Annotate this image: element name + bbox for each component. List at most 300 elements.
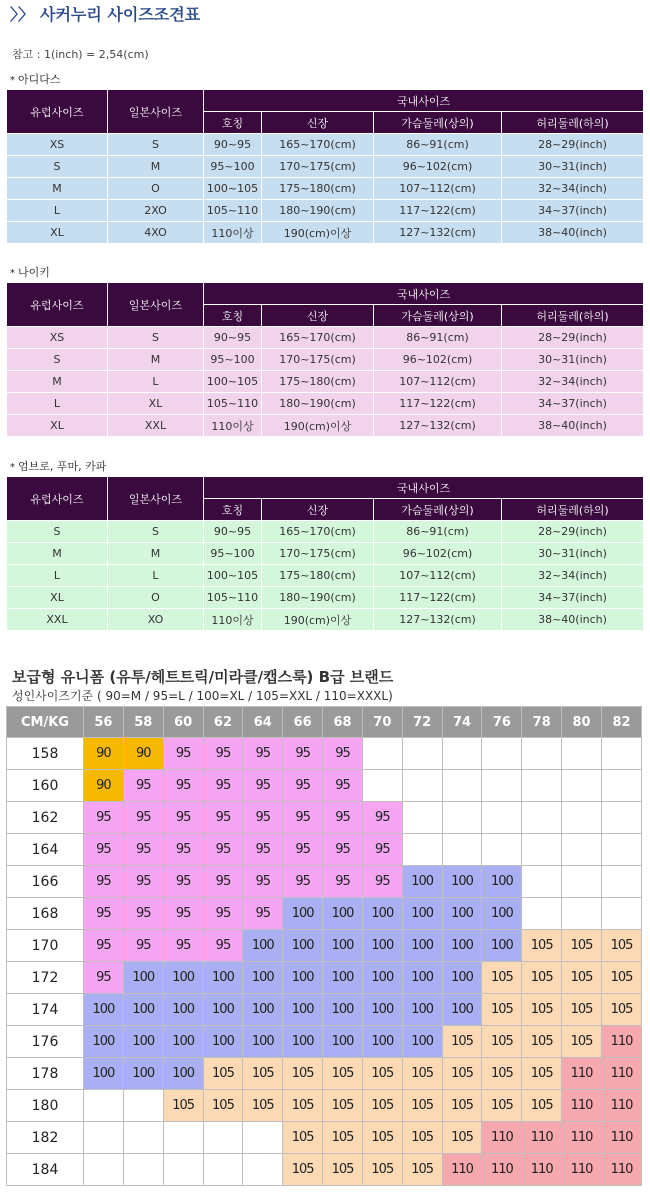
size-cell: 95 (323, 866, 363, 898)
height-label-174: 174 (7, 994, 84, 1026)
size-cell: 100 (243, 1026, 283, 1058)
header-chest: 가슴둘레(상의) (374, 112, 502, 134)
table-cell: 34~37(inch) (502, 200, 644, 222)
size-cell: 105 (601, 962, 641, 994)
size-cell: 95 (323, 834, 363, 866)
size-table-umbro-puma-kappa (6, 476, 644, 631)
size-cell: 110 (442, 1154, 482, 1186)
size-cell (522, 834, 562, 866)
table-row (7, 371, 644, 393)
size-cell: 105 (442, 1090, 482, 1122)
size-cell: 105 (203, 1058, 243, 1090)
size-cell: 105 (482, 962, 522, 994)
table-row (7, 349, 644, 371)
weight-header-64: 64 (243, 707, 283, 738)
size-cell (84, 1122, 124, 1154)
weight-header-58: 58 (123, 707, 163, 738)
weight-header-62: 62 (203, 707, 243, 738)
table-row (7, 134, 644, 156)
size-cell: 100 (123, 962, 163, 994)
brand-label-nike (10, 264, 50, 280)
size-cell: 95 (84, 834, 124, 866)
table-cell: 170~175(cm) (262, 349, 374, 371)
table-cell: 30~31(inch) (502, 156, 644, 178)
header-eu-size: 유럽사이즈 (7, 90, 108, 134)
size-cell: 110 (482, 1122, 522, 1154)
weight-header-70: 70 (362, 707, 402, 738)
table-cell: 117~122(cm) (374, 393, 502, 415)
table-cell: 90~95 (204, 134, 262, 156)
table-cell: 38~40(inch) (502, 222, 644, 244)
header-jp-size: 일본사이즈 (108, 477, 204, 521)
size-cell: 100 (283, 962, 323, 994)
table-cell: 86~91(cm) (374, 134, 502, 156)
size-cell (601, 738, 641, 770)
size-cell: 100 (283, 898, 323, 930)
size-cell: 100 (323, 1026, 363, 1058)
grid-row (7, 1058, 642, 1090)
table-cell: 180~190(cm) (262, 200, 374, 222)
table-cell: 165~170(cm) (262, 521, 374, 543)
size-cell: 105 (522, 962, 562, 994)
header-eu-size: 유럽사이즈 (7, 477, 108, 521)
size-cell: 95 (243, 834, 283, 866)
size-cell (522, 866, 562, 898)
size-cell: 105 (362, 1058, 402, 1090)
table-cell: 30~31(inch) (502, 543, 644, 565)
size-cell: 100 (362, 962, 402, 994)
table-cell: XS (7, 327, 108, 349)
brand-name: 나이키 (18, 266, 50, 279)
table-cell: 100~105 (204, 371, 262, 393)
size-cell (601, 898, 641, 930)
size-cell (482, 738, 522, 770)
size-cell (482, 834, 522, 866)
table-cell: 117~122(cm) (374, 200, 502, 222)
size-cell: 95 (123, 834, 163, 866)
size-cell: 100 (243, 930, 283, 962)
size-cell: 90 (123, 738, 163, 770)
table-cell: 32~34(inch) (502, 565, 644, 587)
size-cell: 105 (482, 1026, 522, 1058)
size-cell: 95 (362, 834, 402, 866)
header-kr-size: 국내사이즈 (204, 90, 644, 112)
double-chevron-right-icon: 〉〉 (10, 5, 35, 24)
table-cell: L (7, 393, 108, 415)
size-cell: 105 (283, 1058, 323, 1090)
size-cell: 95 (283, 802, 323, 834)
size-cell: 105 (482, 1058, 522, 1090)
size-cell: 105 (402, 1090, 442, 1122)
grid-row (7, 866, 642, 898)
grid-row (7, 770, 642, 802)
size-cell (562, 770, 602, 802)
header-jp-size: 일본사이즈 (108, 283, 204, 327)
header-waist: 허리둘레(하의) (502, 305, 644, 327)
height-weight-size-grid (6, 706, 642, 1186)
size-cell (402, 802, 442, 834)
table-cell: 86~91(cm) (374, 521, 502, 543)
size-cell (362, 738, 402, 770)
table-cell: 165~170(cm) (262, 134, 374, 156)
table-cell: S (108, 134, 204, 156)
table-cell: O (108, 178, 204, 200)
table-cell: 110이상 (204, 415, 262, 437)
header-height: 신장 (262, 305, 374, 327)
size-cell: 105 (323, 1058, 363, 1090)
size-cell: 105 (562, 1026, 602, 1058)
size-cell (123, 1090, 163, 1122)
brand-label-adidas (10, 71, 61, 87)
size-cell: 95 (84, 930, 124, 962)
size-table-adidas (6, 89, 644, 244)
size-cell: 95 (163, 802, 203, 834)
table-cell: 90~95 (204, 327, 262, 349)
table-cell: 32~34(inch) (502, 178, 644, 200)
table-cell: XL (7, 587, 108, 609)
size-cell: 105 (442, 1026, 482, 1058)
weight-header-74: 74 (442, 707, 482, 738)
asterisk-icon: * (10, 75, 15, 86)
weight-header-76: 76 (482, 707, 522, 738)
size-cell (562, 898, 602, 930)
grid-row (7, 962, 642, 994)
size-cell: 105 (283, 1122, 323, 1154)
size-cell: 95 (323, 802, 363, 834)
weight-header-66: 66 (283, 707, 323, 738)
size-cell (442, 770, 482, 802)
weight-header-80: 80 (562, 707, 602, 738)
size-cell (482, 770, 522, 802)
size-cell: 95 (123, 898, 163, 930)
table-cell: O (108, 587, 204, 609)
table-row (7, 415, 644, 437)
size-cell: 100 (163, 1026, 203, 1058)
size-cell: 100 (442, 994, 482, 1026)
size-cell (84, 1090, 124, 1122)
table-cell: 110이상 (204, 222, 262, 244)
table-cell: XL (7, 222, 108, 244)
size-cell: 110 (601, 1058, 641, 1090)
size-cell: 95 (243, 802, 283, 834)
table-cell: M (7, 178, 108, 200)
size-cell: 100 (84, 994, 124, 1026)
size-cell: 95 (84, 802, 124, 834)
size-cell: 95 (243, 866, 283, 898)
table-cell: M (108, 349, 204, 371)
size-cell: 95 (323, 770, 363, 802)
size-cell: 110 (482, 1154, 522, 1186)
grid-row (7, 834, 642, 866)
size-cell: 95 (203, 898, 243, 930)
table-cell: S (7, 156, 108, 178)
size-cell (362, 770, 402, 802)
grid-corner-label: CM/KG (7, 707, 84, 738)
size-cell: 105 (203, 1090, 243, 1122)
table-cell: 107~112(cm) (374, 178, 502, 200)
table-row (7, 587, 644, 609)
page-title-text: 사커누리 사이즈조견표 (40, 5, 201, 24)
size-cell: 95 (84, 898, 124, 930)
size-cell: 100 (203, 1026, 243, 1058)
table-cell: 90~95 (204, 521, 262, 543)
table-cell: S (7, 521, 108, 543)
size-cell: 105 (522, 1026, 562, 1058)
size-cell (203, 1122, 243, 1154)
brand-name: 엄브로, 푸마, 카파 (18, 460, 107, 473)
table-cell: M (7, 371, 108, 393)
size-cell: 100 (243, 962, 283, 994)
table-row (7, 565, 644, 587)
size-cell (84, 1154, 124, 1186)
table-cell: 86~91(cm) (374, 327, 502, 349)
size-cell: 110 (601, 1090, 641, 1122)
table-cell: 38~40(inch) (502, 415, 644, 437)
size-cell: 100 (442, 930, 482, 962)
size-cell: 95 (84, 962, 124, 994)
table-cell: 34~37(inch) (502, 587, 644, 609)
size-cell: 105 (442, 1122, 482, 1154)
table-row (7, 543, 644, 565)
size-cell: 100 (442, 898, 482, 930)
weight-header-78: 78 (522, 707, 562, 738)
size-cell: 95 (362, 802, 402, 834)
size-cell: 95 (203, 866, 243, 898)
size-cell: 100 (362, 898, 402, 930)
size-cell (562, 834, 602, 866)
size-cell: 105 (482, 994, 522, 1026)
weight-header-56: 56 (84, 707, 124, 738)
height-label-168: 168 (7, 898, 84, 930)
size-cell (163, 1122, 203, 1154)
grid-row (7, 1090, 642, 1122)
size-cell: 100 (163, 962, 203, 994)
size-cell: 105 (522, 994, 562, 1026)
size-cell: 95 (283, 738, 323, 770)
table-cell: 100~105 (204, 178, 262, 200)
unit-note: 참고 : 1(inch) = 2,54(cm) (12, 48, 149, 61)
size-cell (402, 738, 442, 770)
page-title (10, 2, 200, 25)
table-row (7, 222, 644, 244)
size-cell (243, 1122, 283, 1154)
table-cell: 127~132(cm) (374, 609, 502, 631)
size-cell: 100 (323, 930, 363, 962)
size-cell: 110 (601, 1026, 641, 1058)
size-cell: 105 (323, 1154, 363, 1186)
grid-header-row (7, 707, 642, 738)
size-cell: 105 (601, 930, 641, 962)
weight-header-68: 68 (323, 707, 363, 738)
size-cell: 100 (442, 866, 482, 898)
size-cell: 105 (243, 1090, 283, 1122)
size-cell: 90 (84, 738, 124, 770)
size-cell: 105 (522, 1058, 562, 1090)
size-cell (123, 1122, 163, 1154)
size-cell (601, 802, 641, 834)
size-cell (482, 802, 522, 834)
size-cell: 100 (283, 994, 323, 1026)
size-cell: 105 (522, 1090, 562, 1122)
table-cell: 190(cm)이상 (262, 609, 374, 631)
table-cell: 28~29(inch) (502, 327, 644, 349)
size-cell: 105 (362, 1154, 402, 1186)
size-cell: 95 (203, 770, 243, 802)
table-cell: 175~180(cm) (262, 565, 374, 587)
size-cell: 100 (362, 994, 402, 1026)
size-cell (442, 738, 482, 770)
size-cell: 100 (402, 930, 442, 962)
table-cell: 4XO (108, 222, 204, 244)
asterisk-icon: * (10, 268, 15, 279)
table-cell: XL (108, 393, 204, 415)
table-cell: M (108, 543, 204, 565)
size-cell: 100 (84, 1058, 124, 1090)
size-cell: 95 (243, 898, 283, 930)
table-cell: 107~112(cm) (374, 565, 502, 587)
size-cell: 100 (442, 962, 482, 994)
table-cell: 105~110 (204, 587, 262, 609)
table-cell: 28~29(inch) (502, 521, 644, 543)
size-cell (402, 770, 442, 802)
size-cell: 95 (203, 738, 243, 770)
asterisk-icon: * (10, 462, 15, 473)
table-cell: 105~110 (204, 393, 262, 415)
size-cell: 95 (283, 834, 323, 866)
table-cell: 96~102(cm) (374, 156, 502, 178)
size-cell: 95 (123, 770, 163, 802)
size-cell: 100 (482, 930, 522, 962)
table-cell: 175~180(cm) (262, 371, 374, 393)
table-cell: M (108, 156, 204, 178)
size-cell: 100 (323, 898, 363, 930)
grid-row (7, 930, 642, 962)
table-cell: 32~34(inch) (502, 371, 644, 393)
table-cell: 107~112(cm) (374, 371, 502, 393)
size-cell: 100 (163, 994, 203, 1026)
header-jp-size: 일본사이즈 (108, 90, 204, 134)
size-cell: 95 (323, 738, 363, 770)
table-cell: 190(cm)이상 (262, 415, 374, 437)
table-cell: 38~40(inch) (502, 609, 644, 631)
size-cell: 100 (362, 930, 402, 962)
table-cell: 127~132(cm) (374, 415, 502, 437)
size-cell: 100 (123, 1026, 163, 1058)
table-cell: XL (7, 415, 108, 437)
table-cell: 175~180(cm) (262, 178, 374, 200)
size-cell: 105 (601, 994, 641, 1026)
size-cell: 95 (283, 866, 323, 898)
table-row (7, 609, 644, 631)
table-cell: 170~175(cm) (262, 543, 374, 565)
table-cell: 127~132(cm) (374, 222, 502, 244)
table-header-row (7, 283, 644, 305)
size-cell: 100 (243, 994, 283, 1026)
size-cell: 100 (402, 962, 442, 994)
size-cell: 95 (84, 866, 124, 898)
size-cell: 95 (163, 738, 203, 770)
table-cell: 96~102(cm) (374, 349, 502, 371)
size-cell: 100 (402, 898, 442, 930)
uniform-chart-subtitle: 성인사이즈기준 ( 90=M / 95=L / 100=XL / 105=XXL / 110=XXXL) (12, 689, 393, 703)
header-height: 신장 (262, 112, 374, 134)
table-cell: 100~105 (204, 565, 262, 587)
size-cell: 90 (84, 770, 124, 802)
table-row (7, 178, 644, 200)
header-height: 신장 (262, 499, 374, 521)
grid-row (7, 738, 642, 770)
size-cell: 110 (562, 1090, 602, 1122)
height-label-178: 178 (7, 1058, 84, 1090)
size-cell: 100 (323, 994, 363, 1026)
size-cell: 100 (283, 930, 323, 962)
size-cell: 110 (562, 1058, 602, 1090)
table-cell: L (7, 200, 108, 222)
size-cell: 110 (522, 1154, 562, 1186)
height-label-158: 158 (7, 738, 84, 770)
size-cell: 95 (243, 738, 283, 770)
size-cell: 95 (203, 930, 243, 962)
grid-row (7, 1026, 642, 1058)
size-cell: 100 (84, 1026, 124, 1058)
table-row (7, 393, 644, 415)
size-cell: 105 (362, 1090, 402, 1122)
table-header-row (7, 477, 644, 499)
size-cell: 110 (601, 1154, 641, 1186)
weight-header-72: 72 (402, 707, 442, 738)
table-cell: 105~110 (204, 200, 262, 222)
grid-row (7, 898, 642, 930)
size-cell (522, 770, 562, 802)
height-label-160: 160 (7, 770, 84, 802)
size-cell: 100 (123, 1058, 163, 1090)
size-cell: 110 (562, 1154, 602, 1186)
size-cell: 95 (243, 770, 283, 802)
header-eu-size: 유럽사이즈 (7, 283, 108, 327)
header-waist: 허리둘레(하의) (502, 499, 644, 521)
weight-header-60: 60 (163, 707, 203, 738)
header-designation: 호칭 (204, 305, 262, 327)
size-cell: 95 (163, 866, 203, 898)
size-cell: 110 (562, 1122, 602, 1154)
table-row (7, 200, 644, 222)
size-cell (601, 866, 641, 898)
size-cell (601, 770, 641, 802)
table-cell: 34~37(inch) (502, 393, 644, 415)
table-cell: L (7, 565, 108, 587)
size-cell: 105 (482, 1090, 522, 1122)
size-cell: 95 (123, 802, 163, 834)
size-cell: 95 (163, 930, 203, 962)
table-cell: 190(cm)이상 (262, 222, 374, 244)
size-cell: 105 (362, 1122, 402, 1154)
size-cell (123, 1154, 163, 1186)
uniform-chart-title: 보급형 유니폼 (유투/헤트트릭/미라클/캡스룩) B급 브랜드 (12, 668, 394, 686)
table-cell: 165~170(cm) (262, 327, 374, 349)
header-waist: 허리둘레(하의) (502, 112, 644, 134)
table-header-row (7, 90, 644, 112)
size-cell: 100 (362, 1026, 402, 1058)
header-chest: 가슴둘레(상의) (374, 305, 502, 327)
table-cell: 170~175(cm) (262, 156, 374, 178)
size-cell: 100 (163, 1058, 203, 1090)
size-cell: 105 (243, 1058, 283, 1090)
header-designation: 호칭 (204, 112, 262, 134)
size-cell: 95 (362, 866, 402, 898)
size-cell: 100 (402, 1026, 442, 1058)
size-cell (163, 1154, 203, 1186)
brand-name: 아디다스 (18, 73, 61, 86)
